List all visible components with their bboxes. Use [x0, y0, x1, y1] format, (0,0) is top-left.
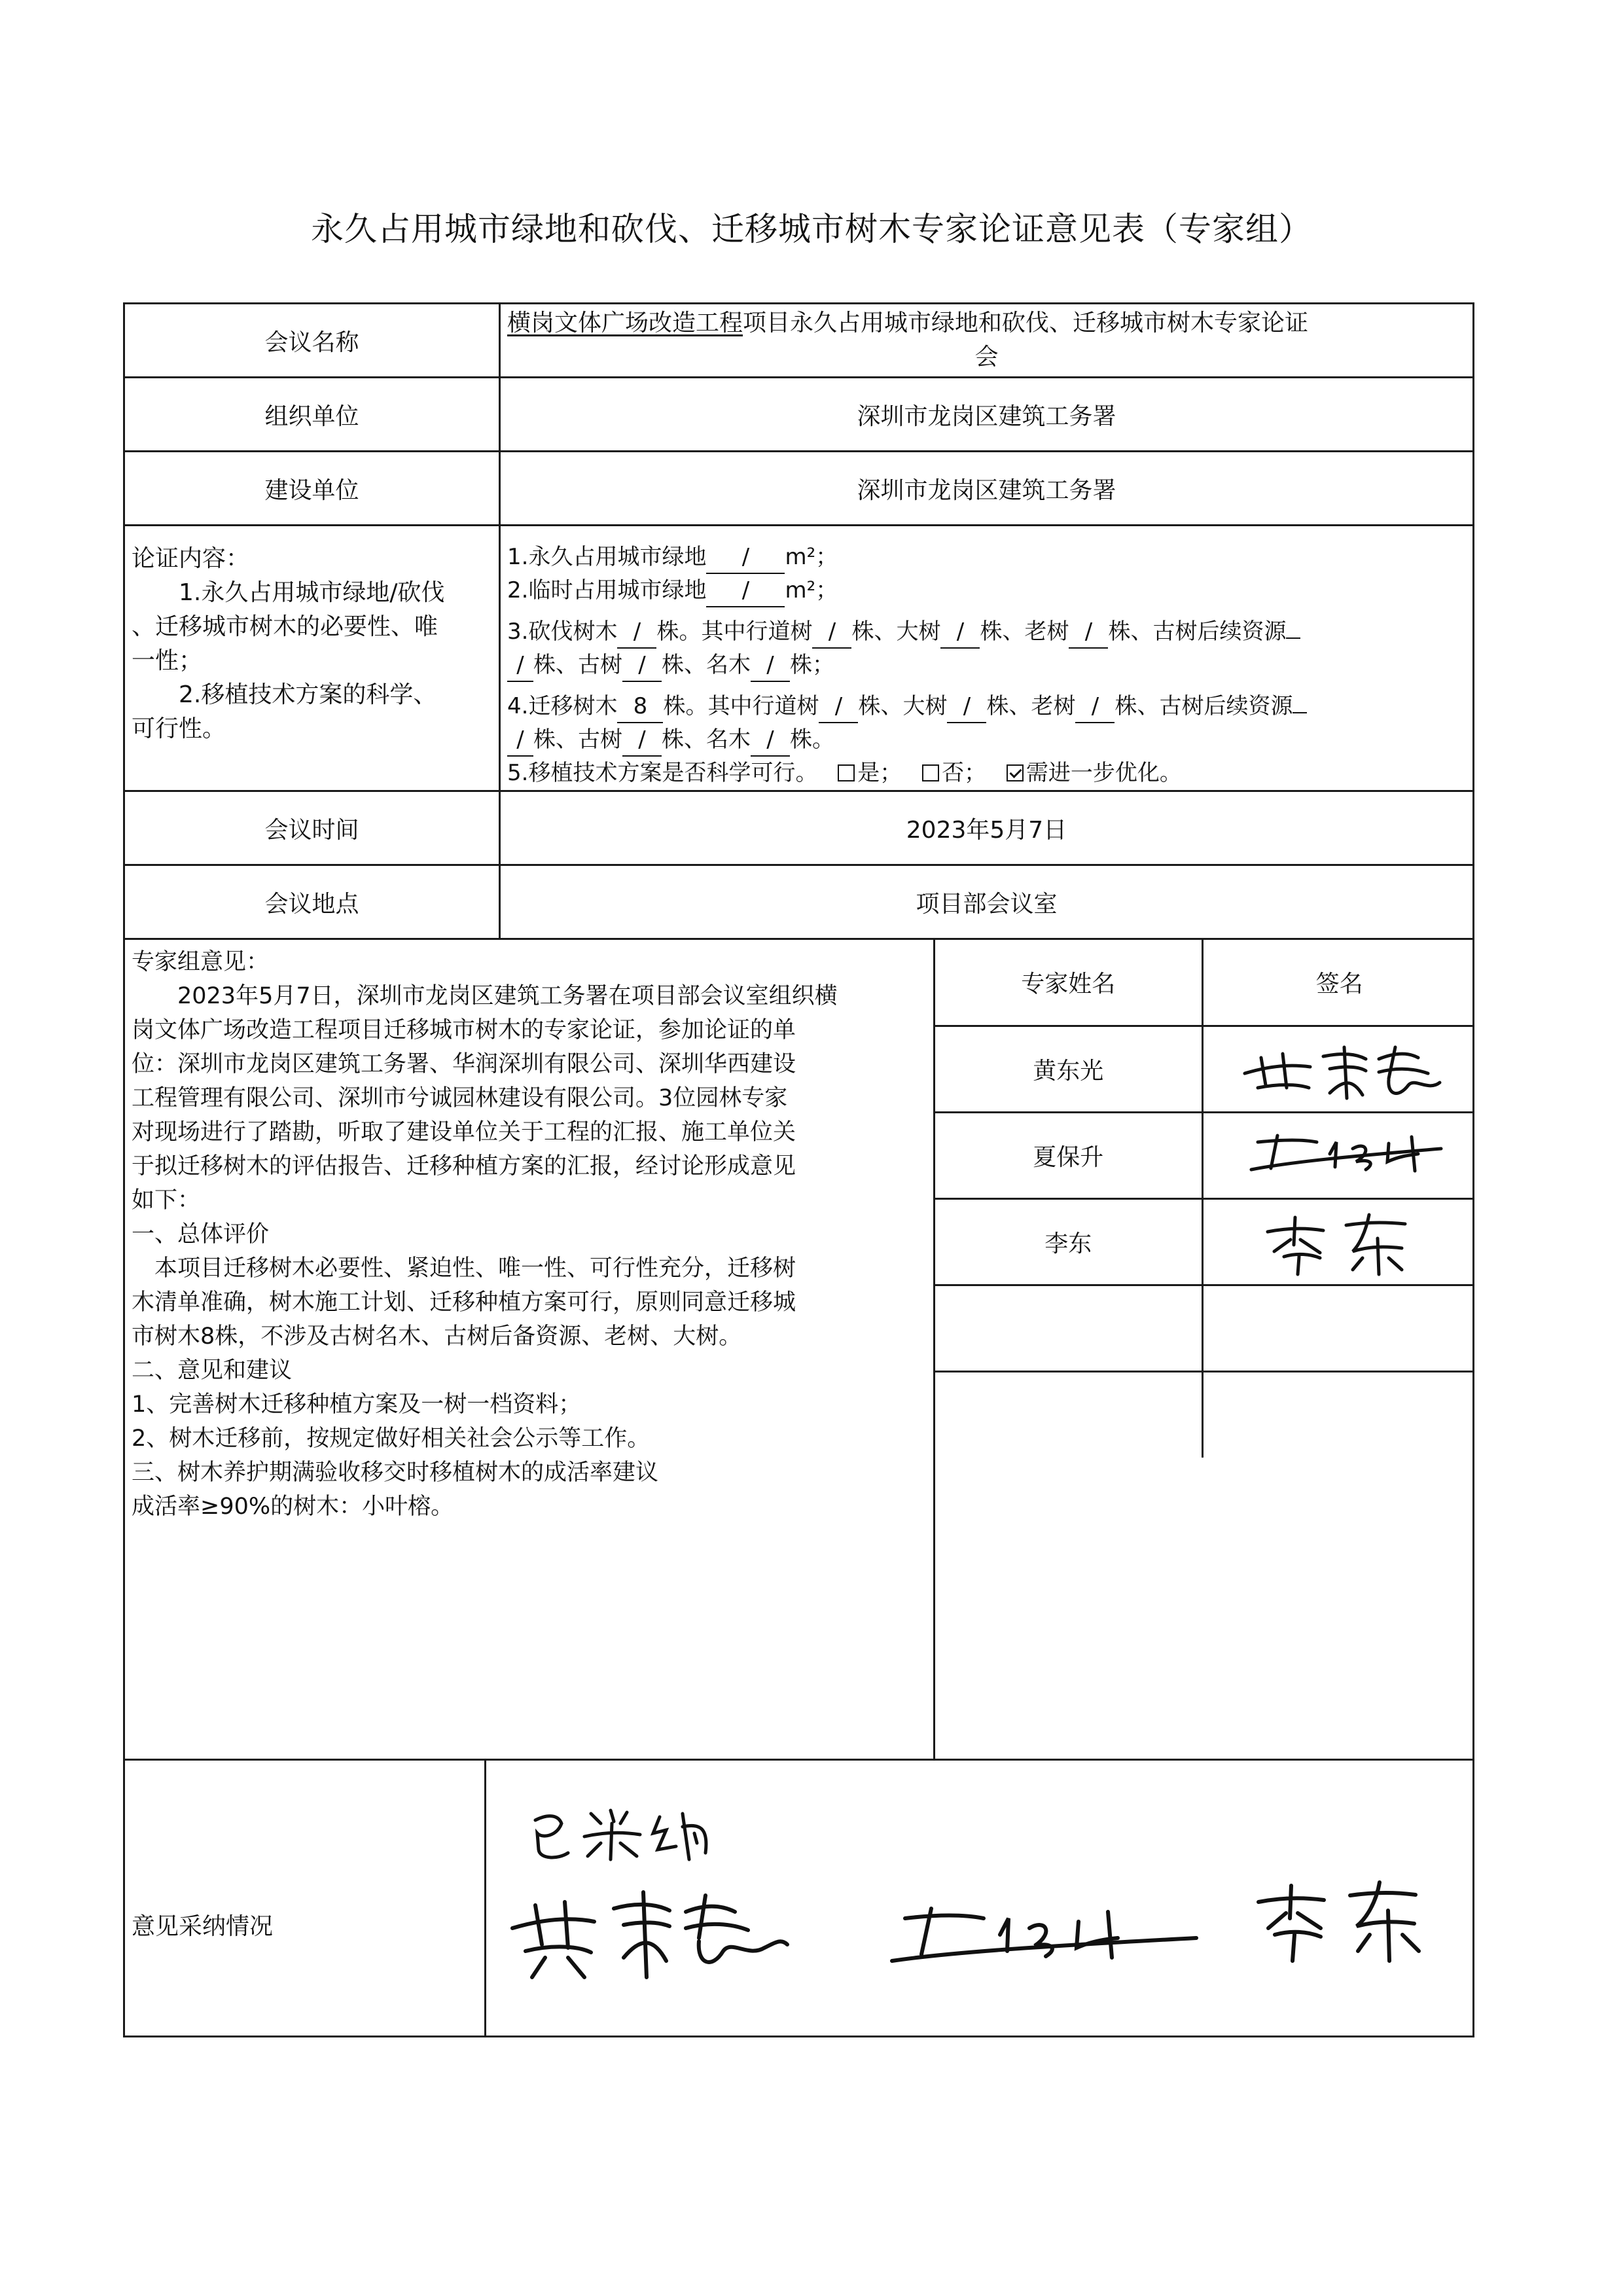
item3-text: 株。其中行道树 — [656, 619, 813, 645]
handwritten-signature — [892, 1909, 1196, 1961]
expert-opinion-form — [123, 302, 1474, 2037]
opinion-line: 本项目迁移树木必要性、紧迫性、唯一性、可行性充分，迁移树 — [154, 1255, 796, 1282]
expert-name: 夏保升 — [935, 1112, 1203, 1198]
handwritten-signature — [1255, 1206, 1425, 1278]
opinion-line: 2、树木迁移前，按规定做好相关社会公示等工作。 — [132, 1426, 651, 1452]
meeting-place-label: 会议地点 — [124, 865, 500, 939]
content-label-line: 可行性。 — [132, 715, 226, 742]
option-no-label: 否； — [942, 760, 987, 786]
adoption-content — [485, 1761, 1474, 2036]
expert-name-header: 专家姓名 — [935, 940, 1203, 1026]
row-meeting-time — [124, 791, 1474, 865]
expert-table — [935, 940, 1474, 1458]
item3-text: 株、古树 — [533, 652, 622, 678]
opinion-line: 位：深圳市龙岗区建筑工务署、华润深圳有限公司、深圳华西建设 — [132, 1051, 796, 1077]
meeting-time-value: 2023年5月7日 — [500, 791, 1474, 865]
opinion-line: 工程管理有限公司、深圳市兮诚园林建设有限公司。3位园林专家 — [132, 1085, 788, 1111]
item2-prefix: 2.临时占用城市绿地 — [507, 577, 707, 603]
option-yes-label: 是； — [857, 760, 902, 786]
opinion-text — [125, 940, 934, 1759]
row-organizer — [124, 378, 1474, 452]
transplant-big-trees: / — [947, 692, 986, 723]
adoption-label — [125, 1761, 485, 2036]
item2-value: / — [706, 576, 785, 607]
item1-prefix: 1.永久占用城市绿地 — [507, 544, 707, 570]
row-content — [124, 526, 1474, 791]
content-item-3-cont — [507, 649, 1466, 682]
organizer-label: 组织单位 — [124, 378, 500, 452]
content-item-3 — [507, 607, 1466, 649]
opinion-line: 市树木8株，不涉及古树名木、古树后备资源、老树、大树。 — [132, 1323, 742, 1350]
opinion-cell — [124, 939, 1474, 1760]
felled-reserve: / — [507, 651, 533, 682]
felled-reserve-blank — [1286, 607, 1300, 639]
meeting-name-value — [500, 304, 1474, 378]
transplant-ancient: / — [622, 725, 662, 757]
item3-text: 株、古树后续资源 — [1108, 619, 1287, 645]
content-item-1 — [507, 541, 1466, 574]
expert-name-empty — [935, 1371, 1203, 1458]
expert-signatures — [934, 940, 1474, 1759]
item3-text: 株； — [790, 652, 834, 678]
content-item-4-cont — [507, 723, 1466, 757]
item1-unit: m²； — [785, 544, 838, 570]
meeting-place-value: 项目部会议室 — [500, 865, 1474, 939]
opinion-line: 如下： — [132, 1187, 201, 1213]
content-items — [500, 526, 1474, 791]
handwritten-note — [535, 1810, 706, 1859]
adoption-cell — [124, 1760, 1474, 2037]
transplant-reserve: / — [507, 725, 533, 757]
transplant-reserve-blank — [1293, 682, 1307, 713]
item3-text: 株、大树 — [851, 619, 941, 645]
meeting-name-label: 会议名称 — [124, 304, 500, 378]
signature-empty — [1203, 1371, 1474, 1458]
meeting-name-rest: 项目永久占用城市绿地和砍伐、迁移城市树木专家论证 — [743, 310, 1309, 336]
item1-value: / — [706, 543, 785, 574]
row-builder — [124, 452, 1474, 526]
expert-name-empty — [935, 1285, 1203, 1371]
handwritten-signature — [1232, 1033, 1448, 1105]
page-title: 永久占用城市绿地和砍伐、迁移城市树木专家论证意见表（专家组） — [311, 210, 1312, 248]
signature-empty — [1203, 1285, 1474, 1371]
meeting-name-line2: 会 — [974, 344, 999, 370]
project-name: 横岗文体广场改造工程 — [507, 310, 743, 336]
transplant-total: 8 — [617, 692, 663, 723]
organizer-value: 深圳市龙岗区建筑工务署 — [500, 378, 1474, 452]
row-meeting-place — [124, 865, 1474, 939]
felled-big-trees: / — [940, 617, 980, 649]
content-label-line: 、迁移城市树木的必要性、唯 — [132, 613, 438, 640]
row-meeting-name — [124, 304, 1474, 378]
item3-text: 株、老树 — [980, 619, 1069, 645]
opinion-line: 二、意见和建议 — [132, 1357, 293, 1384]
item3-prefix: 3.砍伐树木 — [507, 619, 618, 645]
opinion-line: 2023年5月7日，深圳市龙岗区建筑工务署在项目部会议室组织横 — [177, 983, 838, 1009]
felled-street-trees: / — [812, 617, 851, 649]
opinion-line: 三、树木养护期满验收移交时移植树木的成活率建议 — [132, 1460, 659, 1486]
content-label-line: 1.永久占用城市绿地/砍伐 — [179, 579, 445, 606]
signature-li — [1203, 1198, 1474, 1285]
transplant-famous: / — [751, 725, 790, 757]
row-opinion — [124, 939, 1474, 1760]
content-label — [124, 526, 500, 791]
item4-text: 株、古树 — [533, 726, 622, 753]
felled-ancient: / — [622, 651, 662, 682]
item2-unit: m²； — [785, 577, 838, 603]
transplant-old-trees: / — [1075, 692, 1115, 723]
item3-text: 株、名木 — [662, 652, 751, 678]
signature-xia — [1203, 1112, 1474, 1198]
content-item-5 — [507, 757, 1466, 790]
content-label-line: 一性； — [132, 647, 203, 674]
handwritten-adoption — [486, 1761, 1468, 2030]
opinion-line: 于拟迁移树木的评估报告、迁移种植方案的汇报，经讨论形成意见 — [132, 1153, 796, 1179]
item4-text: 株、大树 — [858, 693, 948, 719]
opinion-split — [125, 940, 1474, 1759]
meeting-time-label: 会议时间 — [124, 791, 500, 865]
item4-text: 株、名木 — [662, 726, 751, 753]
content-label-line: 2.移植技术方案的科学、 — [179, 681, 437, 708]
content-item-4 — [507, 682, 1466, 723]
opinion-line: 一、总体评价 — [132, 1221, 270, 1247]
item4-text: 株、古树后续资源 — [1115, 693, 1293, 719]
expert-name: 黄东光 — [935, 1026, 1203, 1112]
felled-famous: / — [751, 651, 790, 682]
opinion-line: 1、完善树木迁移种植方案及一树一档资料； — [132, 1391, 582, 1418]
checkbox-optimize-checked[interactable] — [1007, 764, 1024, 781]
checkbox-no[interactable] — [922, 764, 939, 781]
item4-prefix: 4.迁移树木 — [507, 693, 618, 719]
opinion-line: 专家组意见： — [132, 949, 270, 975]
transplant-street-trees: / — [819, 692, 858, 723]
row-adoption — [124, 1760, 1474, 2037]
builder-value: 深圳市龙岗区建筑工务署 — [500, 452, 1474, 526]
handwritten-signature — [1232, 1122, 1448, 1188]
handwritten-signature — [512, 1892, 787, 1977]
opinion-line: 成活率≥90%的树木：小叶榕。 — [132, 1494, 454, 1520]
builder-label: 建设单位 — [124, 452, 500, 526]
checkbox-yes[interactable] — [838, 764, 855, 781]
item4-text: 株。其中行道树 — [663, 693, 819, 719]
content-item-2 — [507, 574, 1466, 607]
opinion-line: 岗文体广场改造工程项目迁移城市树木的专家论证，参加论证的单 — [132, 1017, 796, 1043]
signature-huang — [1203, 1026, 1474, 1112]
felled-old-trees: / — [1069, 617, 1108, 649]
felled-total: / — [617, 617, 656, 649]
item4-text: 株、老树 — [986, 693, 1076, 719]
option-optimize-label: 需进一步优化。 — [1026, 760, 1182, 786]
handwritten-signature — [1258, 1882, 1419, 1961]
expert-name: 李东 — [935, 1198, 1203, 1285]
adoption-label-text: 意见采纳情况 — [132, 1912, 274, 1940]
content-label-line: 论证内容： — [132, 545, 250, 572]
item5-text: 5.移植技术方案是否科学可行。 — [507, 760, 818, 786]
item4-text: 株。 — [790, 726, 834, 753]
expert-sign-header: 签名 — [1203, 940, 1474, 1026]
opinion-line: 对现场进行了踏勘，听取了建设单位关于工程的汇报、施工单位关 — [132, 1119, 796, 1145]
adoption-split — [125, 1761, 1474, 2036]
opinion-line: 木清单准确，树木施工计划、迁移种植方案可行，原则同意迁移城 — [132, 1289, 796, 1316]
